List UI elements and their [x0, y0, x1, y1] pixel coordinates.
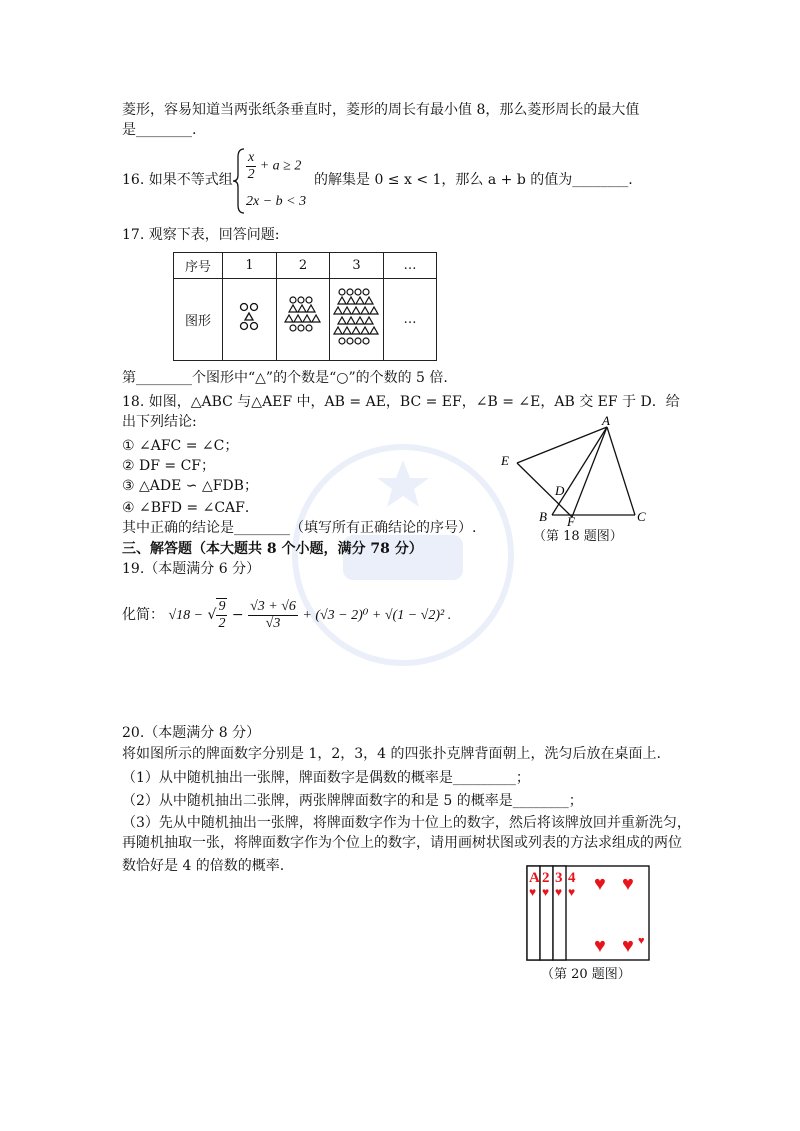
q20-title: 20.（本题满分 8 分） [122, 725, 261, 741]
q19-sqrt-num: 9 [218, 599, 226, 614]
q16-ineq2: 2x − b < 3 [246, 194, 307, 209]
label-B: B [539, 509, 547, 524]
q16-ineq1-rest: + a ≥ 2 [259, 158, 302, 174]
q19-frac-num: √3 + √6 [250, 598, 296, 614]
heart-icon: ♥ [622, 935, 634, 957]
q20-part3-line3: 数恰好是 4 的倍数的概率. [122, 858, 285, 874]
heart-icon: ♥ [555, 885, 563, 899]
q16-frac-num: x [248, 150, 255, 165]
heart-icon: ♥ [529, 885, 537, 899]
heart-icon: ♥ [542, 885, 550, 899]
card-1-rank: A [529, 870, 540, 886]
playing-cards-figure [524, 864, 654, 964]
q19-sqrt-den: 2 [218, 616, 226, 631]
q15-line2: 是________. [122, 122, 197, 138]
card-3-rank: 3 [555, 870, 563, 886]
q16-prefix: 16. 如果不等式组 [122, 172, 233, 188]
heart-icon: ♥ [622, 873, 634, 895]
q18-line2: 出下列结论: [122, 414, 197, 430]
q19-expression [122, 598, 451, 632]
q16-frac-den: 2 [247, 167, 255, 182]
q19-prefix: 化简： [122, 607, 164, 623]
observation-table [173, 252, 437, 361]
table-header-cell: 序号 [174, 253, 223, 279]
card-2-rank: 2 [542, 870, 550, 886]
q20-part1: （1）从中随机抽出一张牌，牌面数字是偶数的概率是_________； [122, 770, 530, 786]
section-heading: 三、解答题（本大题共 8 个小题，满分 78 分） [122, 541, 423, 557]
heart-icon: ♥ [594, 873, 606, 895]
q19-term3: + (√3 − 2)⁰ + √(1 − √2)² . [302, 608, 452, 623]
table-header-cell: 1 [223, 253, 277, 279]
q19-frac-den: √3 [265, 615, 281, 631]
q18-line1: 18. 如图，△ABC 与△AEF 中，AB = AE，BC = EF，∠B = ∠E，AB 交 EF 于 D．给 [122, 394, 680, 410]
label-E: E [501, 453, 509, 468]
figure-3-cell [330, 279, 384, 361]
q18-conclusion-1: ① ∠AFC = ∠C； [122, 438, 239, 454]
q18-geometry-figure [495, 413, 655, 531]
table-row-label: 图形 [174, 279, 223, 361]
heart-icon: ♥ [568, 885, 576, 899]
label-C: C [637, 509, 646, 524]
q19-title: 19.（本题满分 6 分） [122, 561, 261, 577]
figure-1-shapes [230, 298, 270, 338]
heart-icon: ♥ [594, 935, 606, 957]
q17-answer: 第________个图形中“△”的个数是“○”的个数的 5 倍. [122, 370, 448, 386]
q17-title: 17. 观察下表，回答问题: [122, 227, 280, 243]
table-header-cell: 3 [330, 253, 384, 279]
q19-sqrt-sign: √ [207, 607, 217, 623]
q16-suffix: 的解集是 0 ≤ x < 1，那么 a + b 的值为________. [314, 172, 633, 188]
q19-minus: − [231, 607, 244, 623]
q19-term1: √18 − [168, 608, 204, 623]
figure-2-shapes [283, 295, 323, 341]
q16-ineq1 [246, 150, 301, 183]
q18-conclusion-3: ③ △ADE ∽ △FDB； [122, 478, 258, 494]
q18-caption: （第 18 题图） [533, 529, 623, 544]
q20-caption: （第 20 题图） [541, 967, 631, 982]
q18-conclusion-4: ④ ∠BFD = ∠CAF． [122, 500, 259, 516]
label-A: A [602, 413, 610, 428]
q16-brace [232, 147, 246, 215]
figure-3-shapes [333, 287, 381, 349]
q20-intro: 将如图所示的牌面数字分别是 1，2，3，4 的四张扑克牌背面朝上，洗匀后放在桌面上. [122, 746, 661, 762]
figure-2-cell [277, 279, 330, 361]
table-row-ellipsis: … [384, 279, 437, 361]
label-D: D [555, 483, 565, 498]
label-F: F [567, 514, 575, 529]
figure-1-cell [223, 279, 277, 361]
q15-line1: 菱形，容易知道当两张纸条垂直时，菱形的周长有最小值 8，那么菱形周长的最大值 [122, 102, 640, 118]
table-header-cell: 2 [277, 253, 330, 279]
q18-conclusion-2: ② DF = CF； [122, 458, 215, 474]
q20-part3-line1: （3）先从中随机抽出一张牌，将牌面数字作为十位上的数字，然后将该牌放回并重新洗匀， [122, 815, 691, 831]
card-4-rank: 4 [568, 870, 576, 886]
heart-icon: ♥ [638, 935, 645, 947]
q20-part2: （2）从中随机抽出二张牌，两张牌牌面数字的和是 5 的概率是________； [122, 793, 583, 809]
q20-part3-line2: 再随机抽取一张，将牌面数字作为个位上的数字，请用画树状图或列表的方法求组成的两位 [122, 835, 682, 851]
table-header-cell: … [384, 253, 437, 279]
q18-answer: 其中正确的结论是________（填写所有正确结论的序号）. [122, 520, 477, 536]
